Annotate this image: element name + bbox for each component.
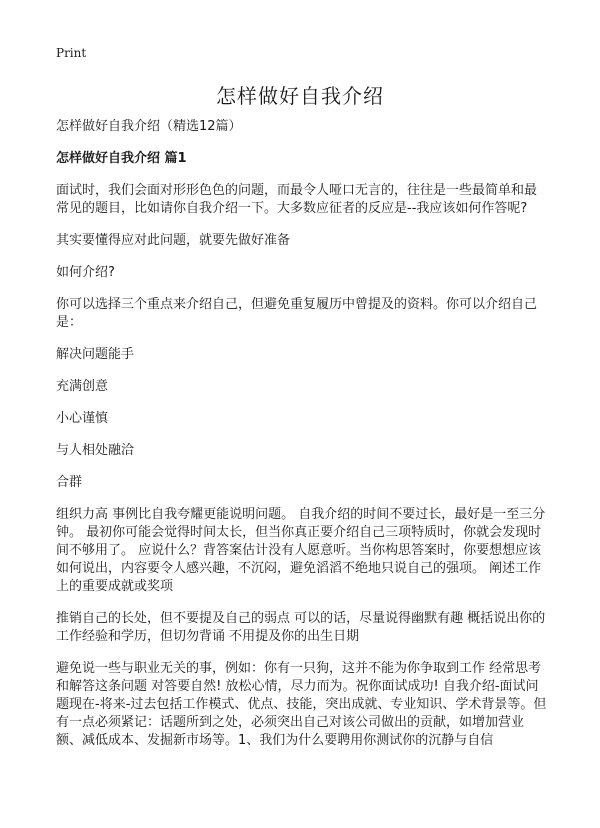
paragraph: 避免说一些与职业无关的事，例如：你有一只狗，这并不能为你争取到工作 经常思考和解答这条问题 对答要自然! 放松心情，尽力而为。祝你面试成功! 自我介绍-面试问题现在-将来-过去包括工作模式、优点、技能，突出成就、专业知识、学术背景等。但有一点必须紧记：话题所到之处，必须突出自己对该公司做出的贡献，如增加营业额、减低成本、发掘新市场等。1、我们为什么要聘用你测试你的沉静与自信	[56, 661, 547, 748]
list-item: 合群	[56, 475, 83, 490]
paragraph: 如何介绍?	[56, 265, 115, 280]
paragraph: 其实要懂得应对此问题，就要先做好准备	[56, 233, 291, 248]
list-item: 小心谨慎	[56, 411, 109, 426]
list-item: 充满创意	[56, 379, 109, 394]
paragraph: 组织力高 事例比自我夸耀更能说明问题。 自我介绍的时间不要过长，最好是一至三分钟。 最初你可能会觉得时间太长，但当你真正要介绍自己三项特质时，你就会发现时间不够用了。 应说什么？背答案估计没有人愿意听。当你构思答案时，你要想想应该如何说出，内容要令人感兴趣，不沉闷，避免滔滔不绝地只说自己的强项。 阐述工作上的重要成就或奖项	[56, 507, 546, 594]
paragraph: 推销自己的长处，但不要提及自己的弱点 可以的话，尽量说得幽默有趣 概括说出你的工作经验和学历，但切勿背诵 不用提及你的出生日期	[56, 611, 546, 644]
article-body	[56, 118, 548, 764]
list-item: 与人相处融洽	[56, 443, 135, 458]
paragraph: 面试时，我们会面对形形色色的问题，而最令人哑口无言的，往往是一些最简单和最常见的题目，比如请你自我介绍一下。大多数应征者的反应是--我应该如何作答呢?	[56, 183, 538, 216]
page-title: 怎样做好自我介绍	[216, 84, 384, 108]
paragraph: 你可以选择三个重点来介绍自己，但避免重复履历中曾提及的资料。你可以介绍自己是：	[56, 297, 538, 330]
article-subtitle: 怎样做好自我介绍（精选12篇）	[56, 119, 242, 134]
print-link[interactable]: Print	[56, 46, 87, 60]
section-heading: 怎样做好自我介绍 篇1	[56, 151, 187, 166]
list-item: 解决问题能手	[56, 347, 135, 362]
